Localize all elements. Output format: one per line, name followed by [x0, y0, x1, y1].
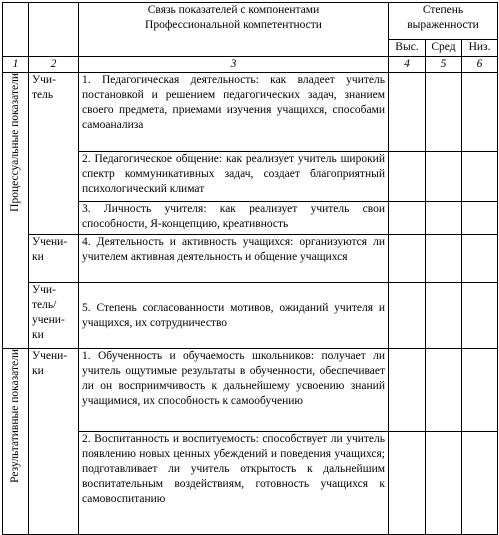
cell-low	[462, 235, 498, 283]
role-teacher-line2: тель	[32, 89, 54, 101]
col-number-2: 2	[29, 57, 79, 73]
group-process-label: Процессуальные показатели	[9, 73, 21, 212]
cell-high	[389, 202, 426, 235]
indicator-text: 4. Деятельность и активность учащихся: организуются ли учителем активная деятельность и общение учащихся	[79, 235, 389, 283]
level-medium: Сред	[426, 40, 462, 57]
cell-medium	[426, 235, 462, 283]
level-low: Низ.	[462, 40, 498, 57]
cell-high	[389, 283, 426, 349]
header-degree-line1: Степень	[422, 4, 464, 16]
cell-medium	[426, 73, 462, 152]
role-students-result	[29, 349, 79, 535]
table-row	[3, 73, 498, 152]
group-result	[3, 349, 29, 535]
level-high: Выс.	[389, 40, 426, 57]
table-row	[3, 235, 498, 283]
cell-high	[389, 73, 426, 152]
cell-low	[462, 202, 498, 235]
indicator-text: 2. Педагогическое общение: как реализует учитель широкий спектр коммуникативных задач, создает благоприятный психологический климат	[79, 152, 389, 202]
col-number-3: 3	[79, 57, 389, 73]
cell-medium	[426, 432, 462, 535]
cell-medium	[426, 152, 462, 202]
header-empty-2	[29, 3, 79, 57]
cell-medium	[426, 283, 462, 349]
indicator-text: 2. Воспитанность и воспитуемость: способствует ли учитель появлению новых ценных убеждений и поведения учащихся; подготавливает ли учитель открытость к дальнейшим воспитательным воздействиям, готовность учащихся к самовоспитанию	[79, 432, 389, 535]
role-both-line4: ки	[32, 329, 44, 341]
header-degree	[389, 3, 498, 40]
indicator-text: 3. Личность учителя: как реализует учитель свои способности, Я-концепцию, креативность	[79, 202, 389, 235]
indicator-text: 1. Обученность и обучаемость школьников: получает ли учитель ощутимые результаты в обученности, обеспечивает ли он восприимчивость к дальнейшему усвоению знаний учащимися, их способность к самообучению	[79, 349, 389, 432]
role-students-line1: Учени-	[32, 236, 68, 248]
header-indicators-line2: Профессиональной компетентности	[145, 19, 322, 31]
number-row	[3, 57, 498, 73]
cell-low	[462, 152, 498, 202]
header-indicators-line1: Связь показателей с компонентами	[147, 4, 320, 16]
col-number-5: 5	[426, 57, 462, 73]
cell-low	[462, 283, 498, 349]
header-empty-1	[3, 3, 29, 57]
group-process	[3, 73, 29, 349]
role-students-line2: ки	[32, 251, 44, 263]
col-number-1: 1	[3, 57, 29, 73]
group-result-label: Результативные показатели	[9, 349, 21, 483]
cell-medium	[426, 349, 462, 432]
role-students-b-line2: ки	[32, 365, 44, 377]
indicator-text: 1. Педагогическая деятельность: как владеет учитель постановкой и решением педагогических задач, знанием своего предмета, приемами изучения учащихся, способами самоанализа	[79, 73, 389, 152]
role-both-line2: тель/	[32, 299, 57, 311]
table-row	[3, 283, 498, 349]
table-row	[3, 349, 498, 432]
header-row-1	[3, 3, 498, 40]
cell-medium	[426, 202, 462, 235]
cell-low	[462, 73, 498, 152]
indicator-text: 5. Степень согласованности мотивов, ожиданий учителя и учащихся, их сотрудничество	[79, 283, 389, 349]
cell-high	[389, 349, 426, 432]
role-teacher	[29, 73, 79, 235]
header-degree-line2: выраженности	[407, 19, 479, 31]
role-teacher-line1: Учи-	[32, 74, 56, 86]
cell-low	[462, 349, 498, 432]
role-teacher-students	[29, 283, 79, 349]
cell-high	[389, 152, 426, 202]
header-indicators	[79, 3, 389, 57]
col-number-6: 6	[462, 57, 498, 73]
competence-table	[2, 2, 498, 535]
cell-high	[389, 235, 426, 283]
role-students	[29, 235, 79, 283]
role-students-b-line1: Учени-	[32, 350, 68, 362]
cell-high	[389, 432, 426, 535]
col-number-4: 4	[389, 57, 426, 73]
cell-low	[462, 432, 498, 535]
role-both-line3: учени-	[32, 314, 65, 326]
role-both-line1: Учи-	[32, 284, 56, 296]
